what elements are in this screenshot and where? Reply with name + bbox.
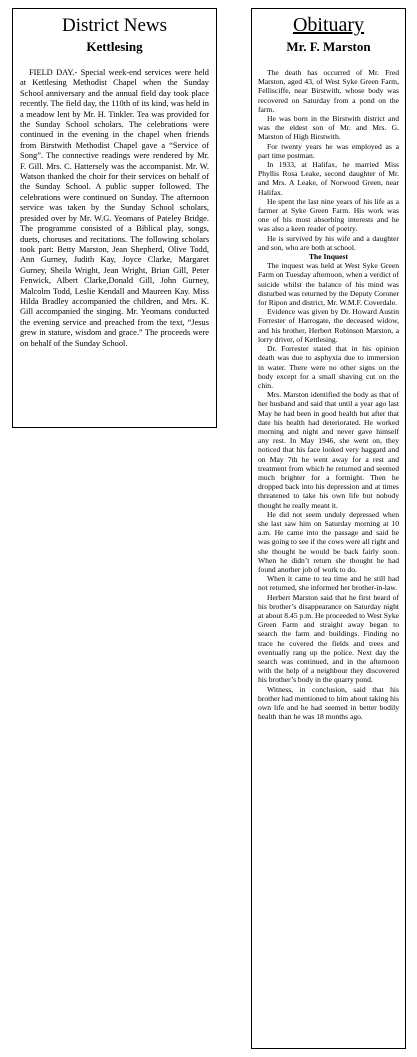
inquest-paragraph: When it came to tea time and he still had not returned, she informed her brother-in-law. [258, 574, 399, 593]
district-news-title: District News [61, 15, 167, 36]
obituary-paragraph: For twenty years he was employed as a part time postman. [258, 141, 399, 160]
inquest-paragraph: The inquest was held at West Syke Green Farm on Tuesday afternoon, when a verdict of suicide whilst the balance of his mind was disturbed was returned by the Deputy Coroner for Ripon and district, Mr. W.M.F. Coverdale. [258, 261, 399, 308]
inquest-paragraph: Witness, in conclusion, said that his brother had mentioned to him about taking his own life and he had seemed in better bodily health than he was 18 months ago. [258, 684, 399, 722]
inquest-paragraph: Mrs. Marston identified the body as that of her husband and said that until a year ago last May he had been in good health but after that date his health had deteriorated. He worked morning and night and never gave himself any rest. In May 1946, she went on, they noticed that his face looked very haggard and on May 7th he went away for a rest and treatment from which he returned and seemed much brighter for a fortnight. Then he dropped back into his depression and at times threatened to take his own life but nobody thought he really meant it. [258, 390, 399, 510]
inquest-heading: The Inquest [308, 252, 349, 262]
obituary-subtitle: Mr. F. Marston [286, 39, 371, 54]
inquest-paragraph: Herbert Marston said that he first heard of his brother’s disappearance on Saturday night at about 8.45 p.m. He proceeded to West Syke Green Farm and straight away began to search the farm and buildings. Finding no trace he covered the fields and trees and eventually rang up the police. Next day the search was continued, and in the afternoon with the help of a neighbour they discovered his brother’s body in the quarry pond. [258, 592, 399, 685]
obituary-body [258, 68, 399, 721]
district-news-body [20, 68, 209, 349]
district-news-paragraph: FIELD DAY.- Special week-end services were held at Kettlesing Methodist Chapel when the Sunday School anniversary and the annual field day took place recently. The field day, the 110th of its kind, was held in a meadow lent by Mr. H. Tinkler. Tea was provided for the Sunday School scholars. The celebrations were continued in the evening in the chapel when friends from Birstwith Methodist Chapel gave a “Service of Song”. The connective readings were rendered by Mr. F. Gill. Mrs. C. Hattersely was the accompanist. Mr. W. Watson thanked the choir for their services on behalf of the Sunday School. A public supper followed. The celebrations were continued on Sunday. The afternoon service was taken by the Sunday School scholars, presided over by Mr. W.G. Yeomans of Pateley Bridge. The programme consisted of a Biblical play, songs, duets, choruses and recitations. The following scholars took part: Betty Marston, Jean Shepherd, Olive Todd, Ann Gurney, Judith Kay, Joyce Clarke, Margaret Gurney, Sheila Wright, Jean Wright, Brian Gill, Peter Fenwick, Albert Clarke,Donald Gill, John Gurney, Malcolm Todd, Leslie Kendall and Maureen Kay. Miss Hilda Bradley accompanied the children, and Mrs. K. Gill accompanied the singing. Mr. Yeomans conducted the evening service and preached from the text, “Jesus grew in stature, wisdom and grace.” The proceeds were on behalf of the Sunday School. [20, 68, 209, 348]
obituary-paragraph: He is survived by his wife and a daughter and son, who are both at school. [258, 233, 399, 252]
obituary-paragraph: The death has occurred of Mr. Fred Marston, aged 43, of West Syke Green Farm, Fellisciffe, near Birstwith, whose body was recovered on Saturday from a pond on the farm. [258, 68, 399, 114]
inquest-paragraph: Evidence was given by Dr. Howard Austin Forrester of Harrogate, the deceased widow, and his brother, Herbert Robinson Marston, a lorry driver, of Kettlesing. [258, 307, 399, 344]
obituary-paragraph: He was born in the Birstwith district and was the eldest son of Mr. and Mrs. G. Marston of High Birstwith. [258, 114, 399, 142]
district-news-panel [12, 8, 217, 428]
obituary-paragraph: In 1933, at Halifax, he married Miss Phyllis Rosa Leake, second daughter of Mr. and Mrs. A Leake, of Norwood Green, near Halifax. [258, 160, 399, 197]
obituary-panel [251, 8, 406, 1049]
inquest-paragraph: Dr. Forrester stated that in his opinion death was due to asphyxia due to immersion in water. There were no other signs on the body except for a small shaving cut on the chin. [258, 344, 399, 390]
district-news-subtitle: Kettlesing [86, 39, 143, 54]
obituary-title: Obituary [292, 14, 365, 36]
obituary-paragraph: He spent the last nine years of his life as a farmer at Syke Green Farm. His work was one of his most absorbing interests and he was also a keen reader of poetry. [258, 196, 399, 234]
inquest-paragraph: He did not seem unduly depressed when she last saw him on Saturday morning at 10 a.m. He came into the passage and said he was going to see if the cows were all right and she thought he would be back fairly soon. When he didn’t return she thought he had found another job of work to do. [258, 509, 399, 574]
